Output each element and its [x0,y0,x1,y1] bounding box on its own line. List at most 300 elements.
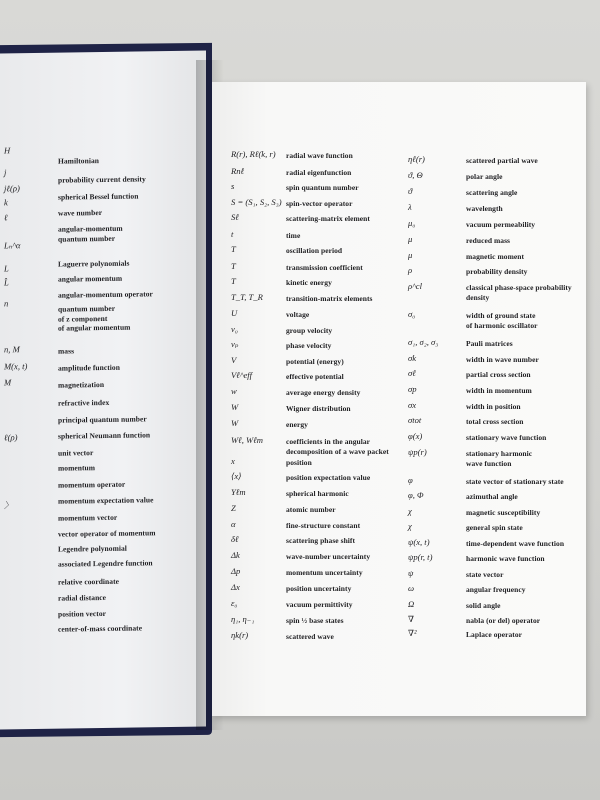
description [58,209,102,217]
symbol [408,569,413,578]
description-line: scattered partial wave [466,156,538,165]
symbol [4,168,6,177]
symbol [4,241,20,250]
description [58,175,146,184]
symbol [408,615,414,624]
description [58,496,153,505]
description [286,311,309,319]
symbol-line: α [231,519,236,529]
description-line: azimuthal angle [466,492,518,501]
symbol [4,213,8,222]
symbol-line: jℓ(ρ) [4,183,20,194]
symbol [231,583,240,592]
description-line: atomic number [286,505,336,514]
description-line: scattering angle [466,188,518,197]
description-line: wave-number uncertainty [286,552,371,561]
description [58,624,142,633]
symbol-line: M(x, t) [4,361,28,372]
description-line: oscillation period [286,246,343,255]
description [286,537,355,545]
description [58,449,93,457]
description-line: average energy density [286,388,361,397]
symbol-line: U [231,308,238,318]
symbol [231,615,254,624]
description [58,399,109,407]
description [466,284,572,301]
description [466,493,518,501]
description [58,559,153,568]
symbol-line: Lₙ^α [4,240,21,251]
description-line: harmonic wave function [466,554,545,563]
symbol-line: 〉 [4,500,13,511]
symbol [408,584,414,593]
description-line: unit vector [58,448,94,458]
description-line: momentum expectation value [58,495,154,506]
symbol-line: T_T, T_R [231,292,263,302]
symbol [408,385,417,394]
symbol-line: μ [408,250,413,260]
symbol-line: T [231,276,236,286]
symbol-line: ψ [408,568,414,578]
description-line: magnetic susceptibility [466,508,541,517]
description-line: amplitude function [58,362,120,373]
description-line: phase velocity [286,341,332,350]
symbol-line: Δp [231,566,241,576]
symbol-line: φ, Φ [408,490,424,500]
symbol [231,387,237,396]
description [286,327,332,335]
symbol-line: T [231,244,236,254]
symbol [4,433,17,442]
symbol [408,187,412,196]
symbol [231,520,236,529]
description-line: position uncertainty [286,584,352,593]
description-line: Legendre polynomial [58,543,127,554]
description-line: mass [58,346,75,356]
symbol [231,262,236,271]
description-line: radial eigenfunction [286,168,352,177]
description [286,506,336,514]
description-line: angular-momentum operator [58,289,153,300]
description [466,312,538,329]
description [466,205,503,213]
symbol [231,277,236,286]
symbol [231,293,263,302]
description [58,464,95,472]
symbol-line: μ₀ [408,218,416,228]
symbol-line: vₚ [231,339,239,349]
symbol [4,278,9,287]
symbol [408,401,416,410]
symbol [408,600,414,609]
symbol-line: σk [408,353,417,363]
description-line: magnetization [58,379,105,390]
symbol [231,419,238,428]
symbol [4,378,11,387]
description [466,631,522,639]
description-line: width in wave number [466,355,539,364]
symbol [231,457,235,466]
left-page [0,51,206,730]
description [286,169,351,177]
symbol-line: Z [231,503,236,513]
symbol-line: ηℓ(r) [408,154,425,164]
description-line: total cross section [466,417,524,426]
symbol-line: Yℓm [231,487,246,497]
description-line: refractive index [58,397,110,408]
description-line: voltage [286,310,310,319]
symbol-line: ε₀ [231,598,238,608]
description-line: Laplace operator [466,630,522,639]
symbol-line: ψ(x, t) [408,537,430,547]
description-line: of angular momentum [58,322,131,333]
description-line: decomposition of a wave packet [286,446,389,456]
description-line: kinetic energy [286,278,332,287]
symbol [408,476,413,485]
description [466,268,527,276]
description [466,253,524,261]
description-line: radial wave function [286,151,353,160]
description-line: Pauli matrices [466,339,513,348]
symbol-line: ρ [408,265,413,275]
description-line: spherical Neumann function [58,430,151,441]
symbol [231,325,238,334]
description [58,578,119,586]
description [58,481,125,489]
symbol-line: Δx [231,582,240,592]
description [466,237,510,245]
description-line: classical phase-space probability [466,283,572,292]
description-line: spin ½ base states [286,616,344,625]
description-line: time [286,231,301,240]
symbol-line: χ [408,506,412,516]
symbol [231,567,240,576]
description [286,601,353,609]
description-line: Hamiltonian [58,156,99,166]
description-line: density [466,292,490,302]
symbol [231,371,252,380]
description [466,173,502,181]
description [286,184,359,192]
symbol-line: Ω [408,599,415,609]
description [58,260,130,268]
symbol [408,338,438,347]
symbol-line: ρ^cl [408,281,422,291]
symbol-line: ψp(r) [408,447,427,457]
description [466,571,503,579]
description [58,529,156,538]
description [58,381,104,389]
symbol-line: σ₁, σ₂, σ₃ [408,337,439,347]
description-line: probability current density [58,174,146,185]
description-line: polar angle [466,172,503,181]
symbol [231,356,236,365]
symbol [408,266,412,275]
description [58,610,106,618]
symbol [408,538,430,547]
description-line: relative coordinate [58,576,120,587]
description-line: center-of-mass coordinate [58,623,143,634]
description [286,247,342,255]
symbol [231,535,239,544]
description-line: coefficients in the angular [286,437,371,446]
description-line: reduced mass [466,236,511,245]
symbol-line: W [231,418,239,428]
description-line: stationary wave function [466,433,547,442]
description-line: vacuum permeability [466,220,536,229]
description [286,358,344,366]
description [466,450,532,467]
description-line: momentum operator [58,479,126,490]
symbol [408,448,427,457]
symbol [231,213,239,222]
description-line: angular frequency [466,585,526,594]
description [466,602,501,610]
description-line: spin-vector operator [286,199,353,208]
description [466,189,517,197]
symbol [231,551,240,560]
description [466,387,532,395]
description [58,364,120,372]
symbol-line: ψp(r, t) [408,552,433,562]
description-line: width of ground state [466,311,536,320]
symbol [231,340,238,349]
description-line: vacuum permittivity [286,600,353,609]
description-line: transition-matrix elements [286,294,373,303]
description-line: quantum number [58,303,116,314]
description-line: scattering phase shift [286,536,356,545]
description [466,157,538,165]
symbol [231,488,246,497]
symbol-line: Vℓ^eff [231,370,253,380]
symbol [408,203,412,212]
symbol [231,230,233,239]
symbol [231,472,242,481]
description [466,555,545,563]
description [466,617,540,625]
symbol [408,219,415,228]
symbol-line: w [231,386,237,396]
description [286,389,360,397]
symbol-line: W [231,402,239,412]
symbol [4,501,13,510]
description [466,403,521,411]
symbol-line: H [4,145,11,156]
description [286,200,352,208]
description [286,373,344,381]
symbol [4,264,9,273]
description-line: state vector of stationary state [466,477,564,486]
symbol-line: σℓ [408,368,416,378]
description-line: wavelength [466,204,503,213]
symbol [408,369,416,378]
description [466,371,531,379]
description-line: Laguerre polynomials [58,258,130,269]
symbol [408,155,425,164]
description [286,459,312,467]
description-line: principal quantum number [58,414,147,425]
description [286,295,373,303]
symbol-line: μ [408,234,413,244]
description-line: scattered wave [286,632,334,641]
symbol [4,362,27,371]
symbol-line: Rnℓ [231,166,245,176]
description-line: of z component [58,313,108,324]
description [58,225,123,243]
description-line: probability density [466,267,528,276]
description [58,275,122,283]
description-line: radial distance [58,592,107,603]
description [286,474,370,482]
description-line: associated Legendre function [58,558,153,569]
description-line: angular momentum [58,273,123,284]
description-line: potential (energy) [286,357,344,366]
symbol-line: Sℓ [231,212,239,222]
description [286,152,353,160]
description-line: fine-structure constant [286,521,361,530]
description-line: spherical Bessel function [58,191,139,202]
symbol [231,309,237,318]
description-line: quantum number [58,233,116,244]
description [58,347,74,355]
symbol [231,599,237,608]
symbol-line: φ [408,475,413,485]
symbol [408,491,424,500]
description-line: solid angle [466,601,501,610]
description [286,421,308,429]
symbol-line: S = (S₁, S₂, S₃) [231,197,282,207]
symbol-line: v₀ [231,324,238,334]
description-line: of harmonic oscillator [466,320,538,330]
symbol [408,432,422,441]
symbol-line: n [4,298,9,309]
symbol-line: T [231,261,236,271]
description-line: nabla (or del) operator [466,616,541,625]
description [58,514,117,522]
right-page [212,82,586,716]
symbol-line: ϑ [408,186,413,196]
symbol-line: x [231,456,235,466]
description [286,264,363,272]
symbol-line: L̂ [4,277,9,288]
description-line: effective potential [286,372,344,381]
description-line: position vector [58,608,107,619]
description [466,221,535,229]
description-line: stationary harmonic [466,449,533,458]
symbol [408,522,412,531]
symbol-line: φ(x) [408,431,423,441]
description-line: width in momentum [466,386,532,395]
symbol-line: ∇² [408,628,417,638]
symbol-line: σ₀ [408,309,416,319]
description [58,415,147,424]
description [286,232,300,240]
symbol [408,416,421,425]
symbol [4,198,8,207]
description-line: width in position [466,402,521,411]
symbol [231,167,244,176]
symbol-line: ℓ [4,212,8,223]
description-line: time-dependent wave function [466,539,565,548]
symbol-line: s [231,181,235,191]
description [466,418,523,426]
description [286,215,370,223]
symbol-line: R(r), Rℓ(k, r) [231,149,276,159]
description-line: spherical harmonic [286,489,349,498]
symbol-line: σtot [408,415,422,425]
symbol [231,631,248,640]
description [58,305,130,333]
description [286,342,332,350]
symbol [4,345,20,354]
symbol [231,436,263,445]
description-line: transmission coefficient [286,263,363,272]
symbol-line: L [4,263,9,274]
description [466,478,564,486]
description-line: position expectation value [286,473,371,482]
description-line: angular-momentum [58,223,123,234]
symbol [408,251,412,260]
symbol [4,299,8,308]
description [466,434,546,442]
symbol [408,235,412,244]
symbol [408,282,422,291]
description-line: vector operator of momentum [58,528,156,539]
description [466,356,539,364]
symbol-line: δℓ [231,534,239,544]
symbol [231,403,238,412]
symbol [408,553,432,562]
description-line: Wigner distribution [286,404,351,413]
symbol [231,198,282,207]
symbol-line: k [4,197,8,208]
description-line: scattering-matrix element [286,214,370,223]
symbol-line: σx [408,400,417,410]
symbol [408,507,412,516]
description [466,509,540,517]
description [58,431,150,440]
symbol [408,310,415,319]
symbol [408,629,417,638]
description [286,522,360,530]
symbol-line: j [4,167,7,178]
symbol-line: χ [408,521,412,531]
description-line: momentum [58,463,96,473]
description-line: spin quantum number [286,183,359,192]
description-line: position [286,458,312,467]
symbol [231,182,234,191]
description-line: energy [286,420,308,429]
description [286,585,351,593]
description [286,569,363,577]
description-line: momentum vector [58,512,118,523]
symbol-line: ⟨x⟩ [231,471,242,481]
symbol-line: ηk(r) [231,630,249,640]
description-line: partial cross section [466,370,531,379]
symbol [4,184,20,193]
symbol-line: ∇ [408,614,415,624]
symbol-line: λ [408,202,412,212]
description-line: group velocity [286,326,333,335]
description-line: general spin state [466,523,523,532]
description [58,157,99,165]
description [286,617,344,625]
description [286,553,370,561]
description [466,524,523,532]
description-line: wave function [466,458,512,468]
description [466,340,513,348]
description [466,586,526,594]
